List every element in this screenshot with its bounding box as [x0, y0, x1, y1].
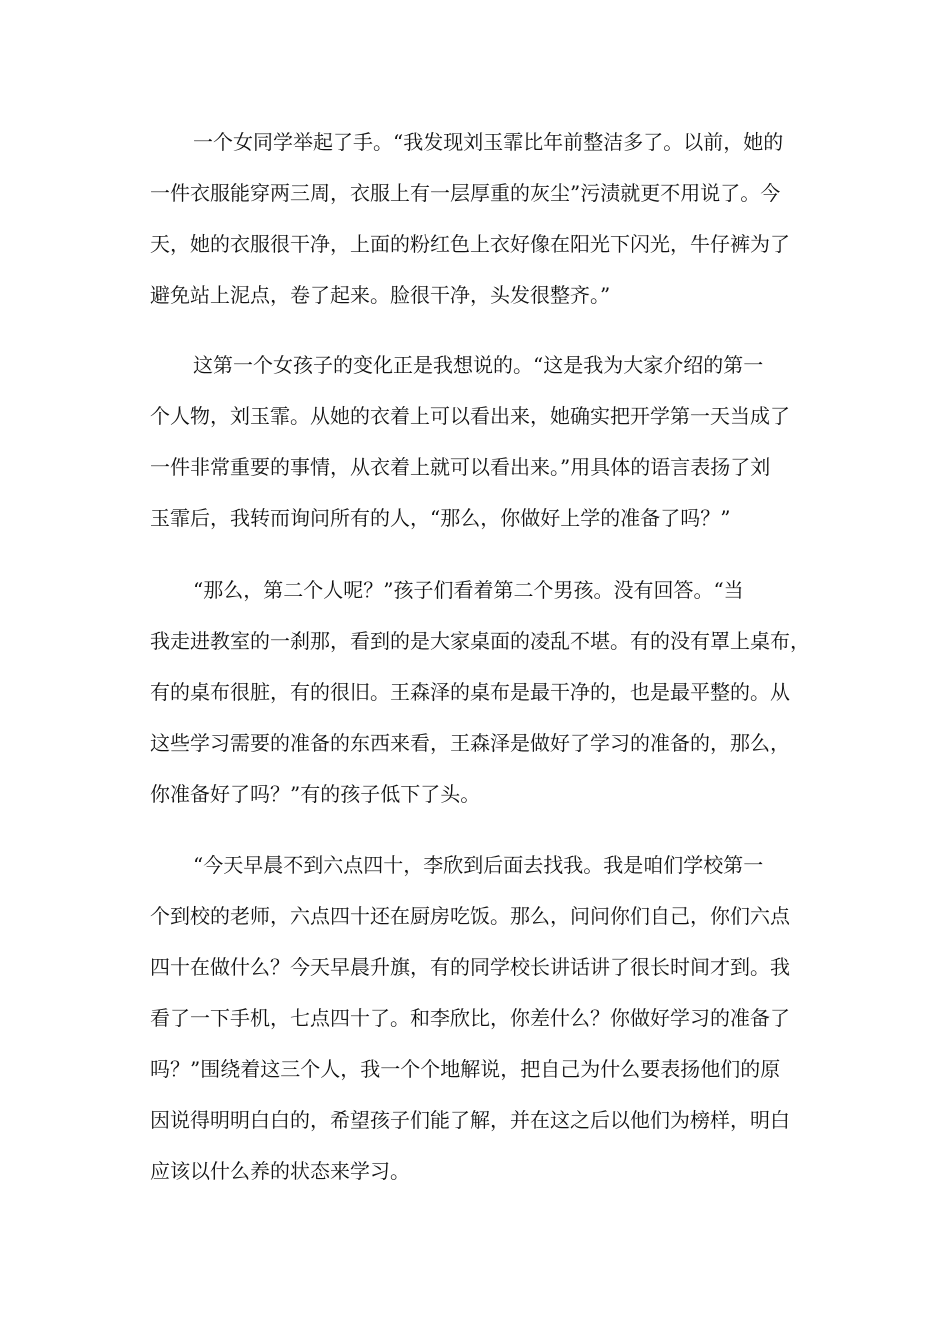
paragraph-4-line-4: 看了一下手机，七点四十了。和李欣比，你差什么？你做好学习的准备了 [150, 1006, 790, 1030]
paragraph-4-line-7: 应该以什么养的状态来学习。 [150, 1159, 410, 1183]
paragraph-2-line-4: 玉霏后，我转而询问所有的人，“那么，你做好上学的准备了吗？” [150, 506, 731, 530]
paragraph-4-line-3: 四十在做什么？今天早晨升旗，有的同学校长讲话讲了很长时间才到。我 [150, 955, 790, 979]
paragraph-4-line-6: 因说得明明白白的，希望孩子们能了解，并在这之后以他们为榜样，明白 [150, 1108, 790, 1132]
paragraph-3-line-1: “那么，第二个人呢？”孩子们看着第二个男孩。没有回答。“当 [193, 578, 744, 602]
paragraph-1-line-2: 一件衣服能穿两三周，衣服上有一层厚重的灰尘”污渍就更不用说了。今 [150, 181, 781, 205]
paragraph-1-line-4: 避免站上泥点，卷了起来。脸很干净，头发很整齐。” [150, 283, 611, 307]
paragraph-4-line-2: 个到校的老师，六点四十还在厨房吃饭。那么，问问你们自己，你们六点 [150, 904, 790, 928]
paragraph-3-line-2: 我走进教室的一刹那，看到的是大家桌面的凌乱不堪。有的没有罩上桌布， [150, 629, 810, 653]
paragraph-4-line-5: 吗？”围绕着这三个人，我一个个地解说，把自己为什么要表扬他们的原 [150, 1057, 781, 1081]
paragraph-3-line-5: 你准备好了吗？”有的孩子低下了头。 [150, 782, 481, 806]
paragraph-1-line-1: 一个女同学举起了手。“我发现刘玉霏比年前整洁多了。以前，她的 [193, 130, 784, 154]
paragraph-3-line-3: 有的桌布很脏，有的很旧。王森泽的桌布是最干净的，也是最平整的。从 [150, 680, 790, 704]
paragraph-4-line-1: “今天早晨不到六点四十，李欣到后面去找我。我是咱们学校第一 [193, 853, 764, 877]
paragraph-3-line-4: 这些学习需要的准备的东西来看，王森泽是做好了学习的准备的，那么， [150, 731, 790, 755]
paragraph-1-line-3: 天，她的衣服很干净，上面的粉红色上衣好像在阳光下闪光，牛仔裤为了 [150, 232, 790, 256]
paragraph-2-line-3: 一件非常重要的事情，从衣着上就可以看出来。”用具体的语言表扬了刘 [150, 455, 771, 479]
paragraph-2-line-1: 这第一个女孩子的变化正是我想说的。“这是我为大家介绍的第一 [193, 353, 764, 377]
paragraph-2-line-2: 个人物，刘玉霏。从她的衣着上可以看出来，她确实把开学第一天当成了 [150, 404, 790, 428]
